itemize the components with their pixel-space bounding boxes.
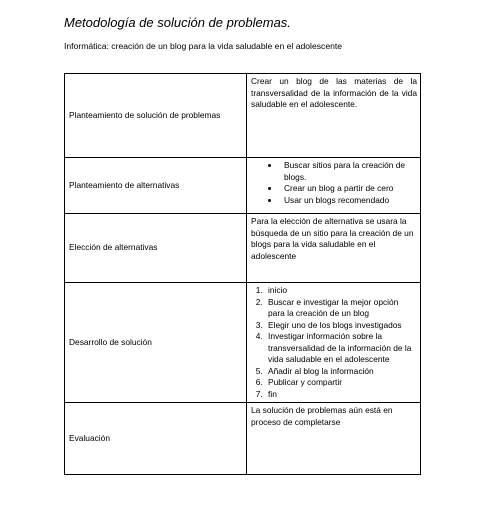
row-label-planteamiento-solucion: Planteamiento de solución de problemas (65, 74, 247, 158)
row-content-planteamiento-solucion: Crear un blog de las materias de la transversalidad de la información de la vida saludable en el adolescente. (247, 74, 421, 158)
row-label-planteamiento-alternativas: Planteamiento de alternativas (65, 158, 247, 214)
table-row (65, 283, 421, 403)
row-label-desarrollo-solucion: Desarrollo de solución (65, 283, 247, 403)
list-item: • Buscar sitios para la creación de blogs. (280, 160, 417, 183)
alternatives-list (251, 160, 417, 206)
list-item: 5. Añadir al blog la información (265, 366, 417, 378)
row-content-evaluacion: La solución de problemas aún está en proceso de completarse (247, 403, 421, 475)
row-content-eleccion-alternativas: Para la elección de alternativa se usara la búsqueda de un sitio para la creación de un blogs para la vida saludable en el adolescente (247, 214, 421, 283)
list-item: 7. fin (265, 389, 417, 401)
table-row (65, 214, 421, 283)
list-item: 1. inicio (265, 285, 417, 297)
row-label-eleccion-alternativas: Elección de alternativas (65, 214, 247, 283)
table-row (65, 74, 421, 158)
list-item: 2. Buscar e investigar la mejor opción para la creación de un blog (265, 297, 417, 320)
list-item: 3. Elegir uno de los blogs investigados (265, 320, 417, 332)
list-item: 4. Investigar información sobre la transversalidad de la información de la vida saludable en el adolescente (265, 331, 417, 366)
table-row (65, 403, 421, 475)
row-content-planteamiento-alternativas (247, 158, 421, 214)
row-label-evaluacion: Evaluación (65, 403, 247, 475)
list-item: • Crear un blog a partir de cero (280, 183, 417, 195)
steps-list (251, 285, 417, 400)
list-item: • Usar un blogs recomendado (280, 195, 417, 207)
document-subtitle: Informática: creación de un blog para la vida saludable en el adolescente (64, 41, 343, 51)
list-item: 6. Publicar y compartir (265, 377, 417, 389)
table-row (65, 158, 421, 214)
row-content-desarrollo-solucion (247, 283, 421, 403)
methodology-table (64, 73, 421, 475)
document-title: Metodología de solución de problemas. (64, 15, 291, 30)
